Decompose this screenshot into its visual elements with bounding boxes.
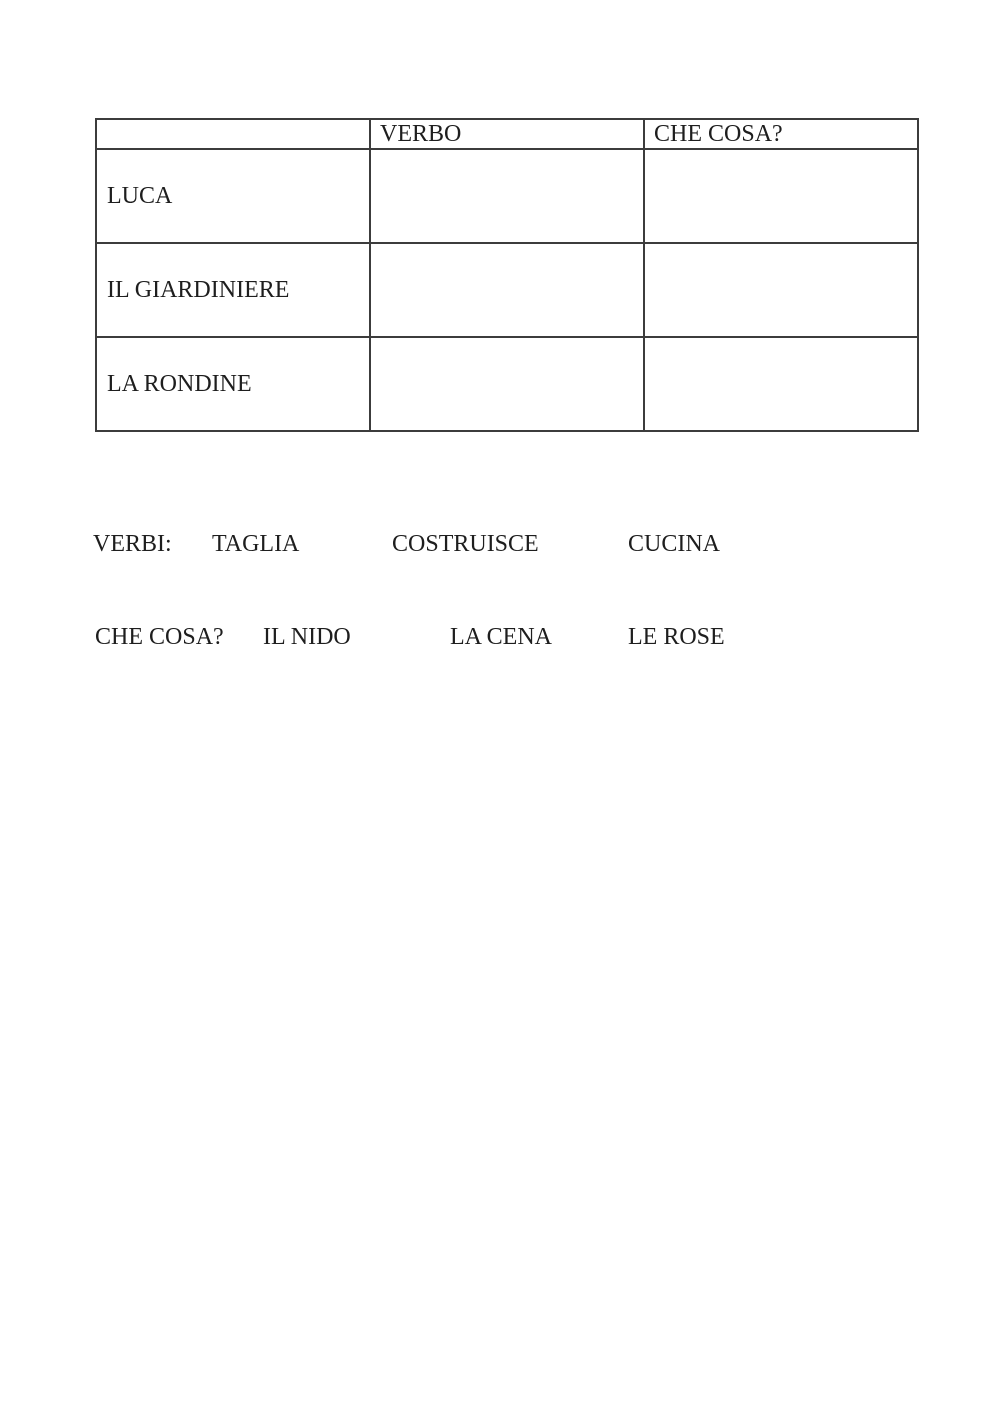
word-la-cena: LA CENA [450, 624, 552, 650]
subject-label-giardiniere: IL GIARDINIERE [96, 243, 370, 337]
answer-cell-rondine-che-cosa[interactable] [644, 337, 918, 431]
subject-label-luca: LUCA [96, 149, 370, 243]
word-costruisce: COSTRUISCE [392, 531, 539, 557]
word-taglia: TAGLIA [212, 531, 300, 557]
table-header-row [96, 119, 918, 149]
answer-cell-rondine-verbo[interactable] [370, 337, 644, 431]
answer-cell-giardiniere-che-cosa[interactable] [644, 243, 918, 337]
exercise-table [95, 118, 919, 432]
answer-cell-luca-che-cosa[interactable] [644, 149, 918, 243]
table-row-luca [96, 149, 918, 243]
answer-cell-giardiniere-verbo[interactable] [370, 243, 644, 337]
subject-label-rondine: LA RONDINE [96, 337, 370, 431]
table-row-giardiniere [96, 243, 918, 337]
word-il-nido: IL NIDO [263, 624, 351, 650]
table-row-rondine [96, 337, 918, 431]
che-cosa-word-bank [0, 624, 1000, 654]
header-verbo-cell: VERBO [370, 119, 644, 149]
header-subject-cell [96, 119, 370, 149]
verbi-label: VERBI: [93, 531, 172, 557]
word-le-rose: LE ROSE [628, 624, 725, 650]
che-cosa-label: CHE COSA? [95, 624, 224, 650]
header-che-cosa-cell: CHE COSA? [644, 119, 918, 149]
word-cucina: CUCINA [628, 531, 721, 557]
answer-cell-luca-verbo[interactable] [370, 149, 644, 243]
verbi-word-bank [0, 531, 1000, 561]
